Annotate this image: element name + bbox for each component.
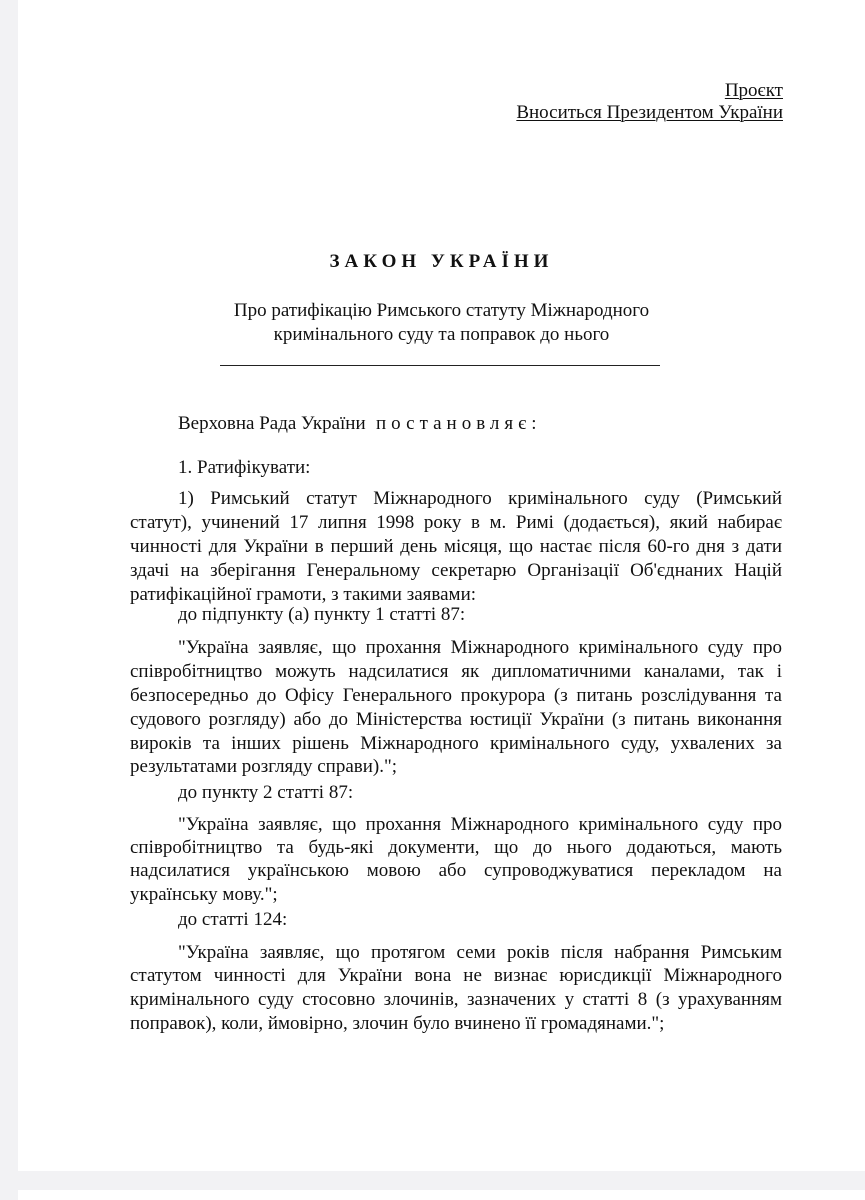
paragraph-line: вироків та інших рішень Міжнародного кримінального суду, ухвалених за [130,733,782,754]
paragraph-line: українську мову."; [130,884,278,905]
reference-article-87-2: до пункту 2 статті 87: [178,782,354,803]
paragraph-line: безпосередньо до Офісу Генерального прокурора (з питань розслідування та [130,685,782,706]
title-divider [220,365,660,366]
reference-article-87-1a: до підпункту (а) пункту 1 статті 87: [178,604,466,625]
paragraph-line: "Україна заявляє, що прохання Міжнародного кримінального суду про [178,637,782,658]
paragraph-line: співробітництво та будь-які документи, що до нього додаються, мають [130,837,782,858]
preamble-lead: Верховна Рада України [178,413,366,434]
law-subtitle-line: Про ратифікацію Римського статуту Міжнародного [233,300,650,321]
paragraph-line: 1) Римський статут Міжнародного кримінального суду (Римський [178,488,782,509]
paragraph-line: співробітництво можуть надсилатися як дипломатичними каналами, так і [130,661,782,682]
paragraph-line: поправок), коли, ймовірно, злочин було вчинено її громадянами."; [130,1013,665,1034]
paragraph-line: судового розгляду) або до Міністерства юстиції України (з питань виконання [130,709,782,730]
reference-article-124: до статті 124: [178,909,288,930]
document-page[interactable] [18,0,865,1171]
next-page-edge[interactable] [18,1190,865,1200]
paragraph-line: кримінального суду стосовно злочинів, зазначених у статті 8 (з урахуванням [130,989,782,1010]
paragraph-line: чинності для України в перший день місяця, що настає після 60-го дня з дати [130,536,782,557]
paragraph-line: "Україна заявляє, що протягом семи років після набрання Римським [178,942,782,963]
preamble-verb: постановляє: [376,413,542,434]
project-label: Проєкт [724,80,783,101]
paragraph-line: ратифікаційної грамоти, з такими заявами: [130,584,477,605]
paragraph-line: результатами розгляду справи)."; [130,756,398,777]
paragraph-line: статут), учинений 17 липня 1998 року в м. Римі (додається), який набирає [130,512,782,533]
paragraph-line: "Україна заявляє, що прохання Міжнародного кримінального суду про [178,814,782,835]
submitter-line: Вноситься Президентом України [516,102,783,123]
item-1-heading: 1. Ратифікувати: [178,457,311,478]
law-title: ЗАКОН УКРАЇНИ [329,251,554,272]
paragraph-line: надсилатися українською мовою або супроводжуватися перекладом на [130,860,782,881]
paragraph-line: статутом чинності для України вона не визнає юрисдикції Міжнародного [130,965,782,986]
law-subtitle-line: кримінального суду та поправок до нього [273,324,610,345]
paragraph-line: здачі на зберігання Генеральному секретарю Організації Об'єднаних Націй [130,560,782,581]
